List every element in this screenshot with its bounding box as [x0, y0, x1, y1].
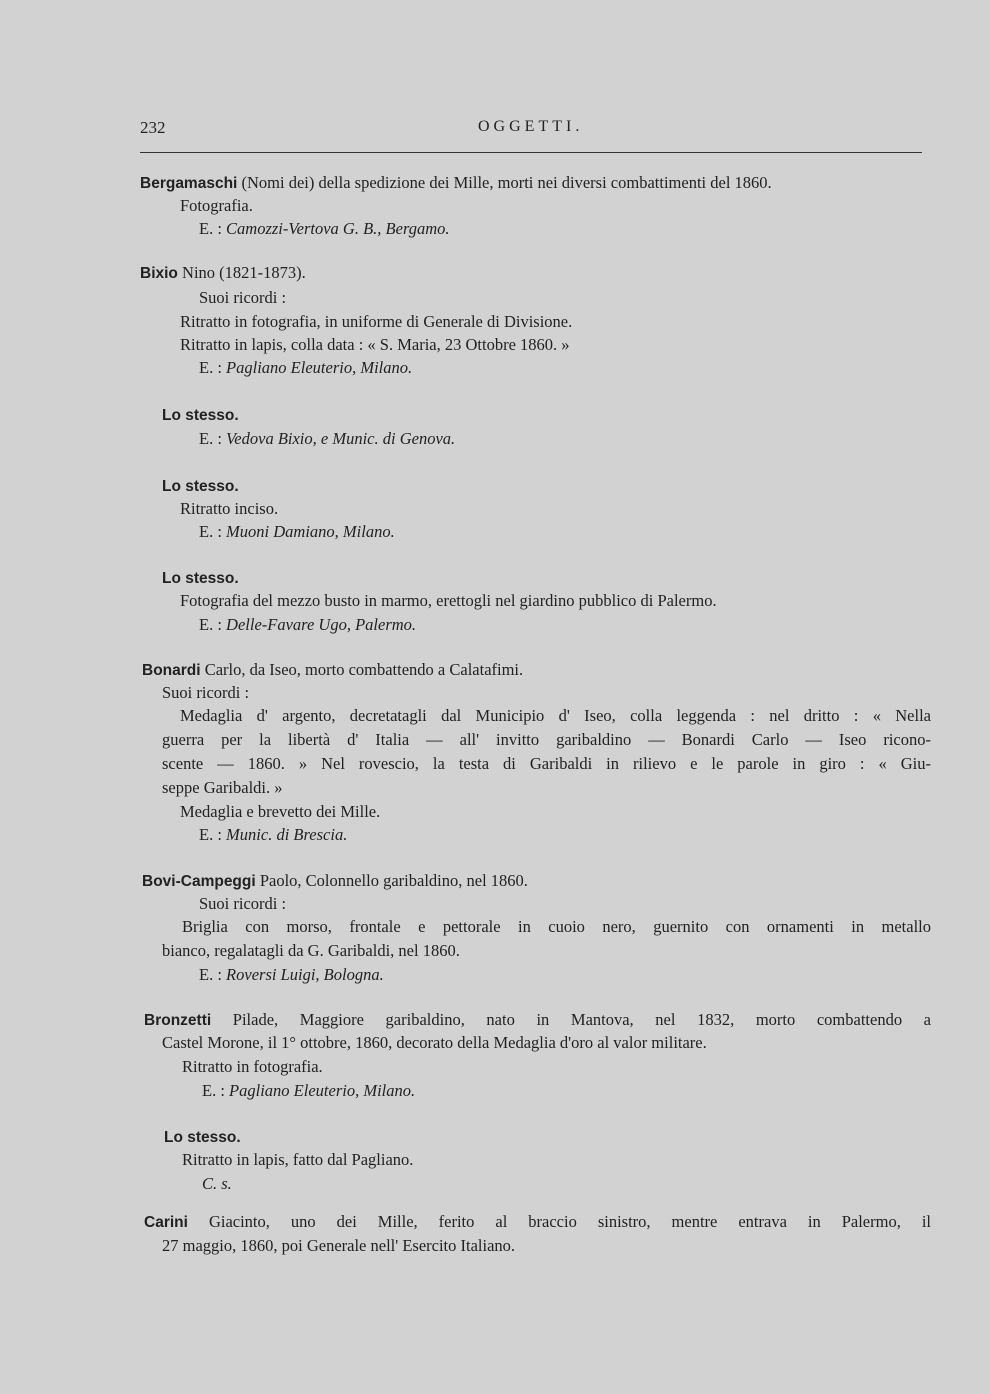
entry-bronzetti-heading	[144, 1010, 931, 1031]
entry-name: Lo stesso.	[164, 1129, 241, 1146]
entry-line: Medaglia e brevetto dei Mille.	[180, 802, 381, 821]
source-label: E. :	[199, 429, 222, 448]
entry-bovi-campeggi-heading	[142, 871, 528, 892]
source-label: E. :	[199, 825, 222, 844]
entry-name: Lo stesso.	[162, 570, 239, 587]
entry-lo-stesso-heading	[164, 1127, 241, 1148]
entry-source	[199, 358, 412, 378]
entry-source	[199, 615, 416, 635]
entry-source	[199, 219, 450, 239]
entry-line: scente — 1860. » Nel rovescio, la testa di Garibaldi in rilievo e le parole in giro : « Giu-	[162, 754, 931, 773]
entry-source	[199, 429, 455, 449]
running-title: OGGETTI.	[478, 118, 584, 135]
page-number: 232	[140, 118, 166, 137]
entry-carini-heading	[144, 1212, 931, 1233]
entry-name: Carini	[144, 1214, 188, 1231]
entry-name: Lo stesso.	[162, 407, 239, 424]
entry-line: Medaglia d' argento, decretatagli dal Municipio d' Iseo, colla leggenda : nel dritto : « Nella	[180, 706, 931, 725]
entry-line: Ritratto inciso.	[180, 499, 279, 518]
header-rule	[140, 152, 922, 153]
entry-name: Bronzetti	[144, 1012, 212, 1029]
source-name: Delle-Favare Ugo, Palermo.	[226, 615, 417, 634]
entry-bixio-heading	[140, 263, 306, 284]
entry-source	[199, 965, 384, 985]
entry-name: Bonardi	[142, 662, 201, 679]
source-label: E. :	[199, 615, 222, 634]
entry-line: Ritratto in lapis, fatto dal Pagliano.	[182, 1150, 414, 1169]
entry-line: Castel Morone, il 1° ottobre, 1860, decorato della Medaglia d'oro al valor militare.	[162, 1033, 707, 1052]
source-label: E. :	[202, 1081, 225, 1100]
entry-source	[199, 825, 347, 845]
source-label: E. :	[199, 965, 222, 984]
entry-source	[202, 1081, 415, 1101]
entry-name: Bixio	[140, 265, 178, 282]
entry-desc: Nino (1821-1873).	[182, 263, 306, 282]
entry-desc: Pilade, Maggiore garibaldino, nato in Mantova, nel 1832, morto combattendo a	[232, 1010, 932, 1029]
entry-line: Suoi ricordi :	[199, 894, 287, 913]
entry-bergamaschi-heading	[140, 173, 772, 194]
entry-name: Bergamaschi	[140, 175, 238, 192]
page-header	[140, 118, 924, 144]
entry-line: Ritratto in fotografia, in uniforme di Generale di Divisione.	[180, 312, 573, 331]
entry-line: Fotografia del mezzo busto in marmo, erettogli nel giardino pubblico di Palermo.	[180, 591, 717, 610]
source-name: Muoni Damiano, Milano.	[226, 522, 395, 541]
source-name: Camozzi-Vertova G. B., Bergamo.	[226, 219, 450, 238]
entry-line: 27 maggio, 1860, poi Generale nell' Esercito Italiano.	[162, 1236, 516, 1255]
source-name: Vedova Bixio, e Munic. di Genova.	[226, 429, 456, 448]
entry-desc: (Nomi dei) della spedizione dei Mille, morti nei diversi combattimenti del 1860.	[241, 173, 772, 192]
entry-lo-stesso-heading	[162, 476, 239, 497]
entry-line: Ritratto in fotografia.	[182, 1057, 323, 1076]
entry-bonardi-heading	[142, 660, 523, 681]
entry-desc: Paolo, Colonnello garibaldino, nel 1860.	[259, 871, 528, 890]
entry-source	[199, 522, 395, 542]
entry-line: Suoi ricordi :	[162, 683, 250, 702]
entry-line: Fotografia.	[180, 196, 253, 215]
source-name: Munic. di Brescia.	[226, 825, 348, 844]
source-name: Roversi Luigi, Bologna.	[226, 965, 384, 984]
entry-lo-stesso-heading	[162, 568, 239, 589]
entry-name: Lo stesso.	[162, 478, 239, 495]
entry-line: bianco, regalatagli da G. Garibaldi, nel 1860.	[162, 941, 460, 960]
entry-line: Suoi ricordi :	[199, 288, 287, 307]
entry-desc: Giacinto, uno dei Mille, ferito al braccio sinistro, mentre entrava in Palermo, il	[208, 1212, 931, 1231]
source-label: E. :	[199, 358, 222, 377]
entry-lo-stesso-heading	[162, 405, 239, 426]
source-name: Pagliano Eleuterio, Milano.	[229, 1081, 416, 1100]
source-label: E. :	[199, 219, 222, 238]
entry-line: guerra per la libertà d' Italia — all' invitto garibaldino — Bonardi Carlo — Iseo ricono-	[162, 730, 931, 749]
entry-name: Bovi-Campeggi	[142, 873, 256, 890]
entry-desc: Carlo, da Iseo, morto combattendo a Calatafimi.	[204, 660, 524, 679]
entry-line: seppe Garibaldi. »	[162, 778, 283, 797]
entry-source-cs: C. s.	[202, 1174, 232, 1193]
source-label: E. :	[199, 522, 222, 541]
source-name: Pagliano Eleuterio, Milano.	[226, 358, 413, 377]
entry-line: Ritratto in lapis, colla data : « S. Maria, 23 Ottobre 1860. »	[180, 335, 570, 354]
entry-line: Briglia con morso, frontale e pettorale in cuoio nero, guernito con ornamenti in metallo	[182, 917, 931, 936]
